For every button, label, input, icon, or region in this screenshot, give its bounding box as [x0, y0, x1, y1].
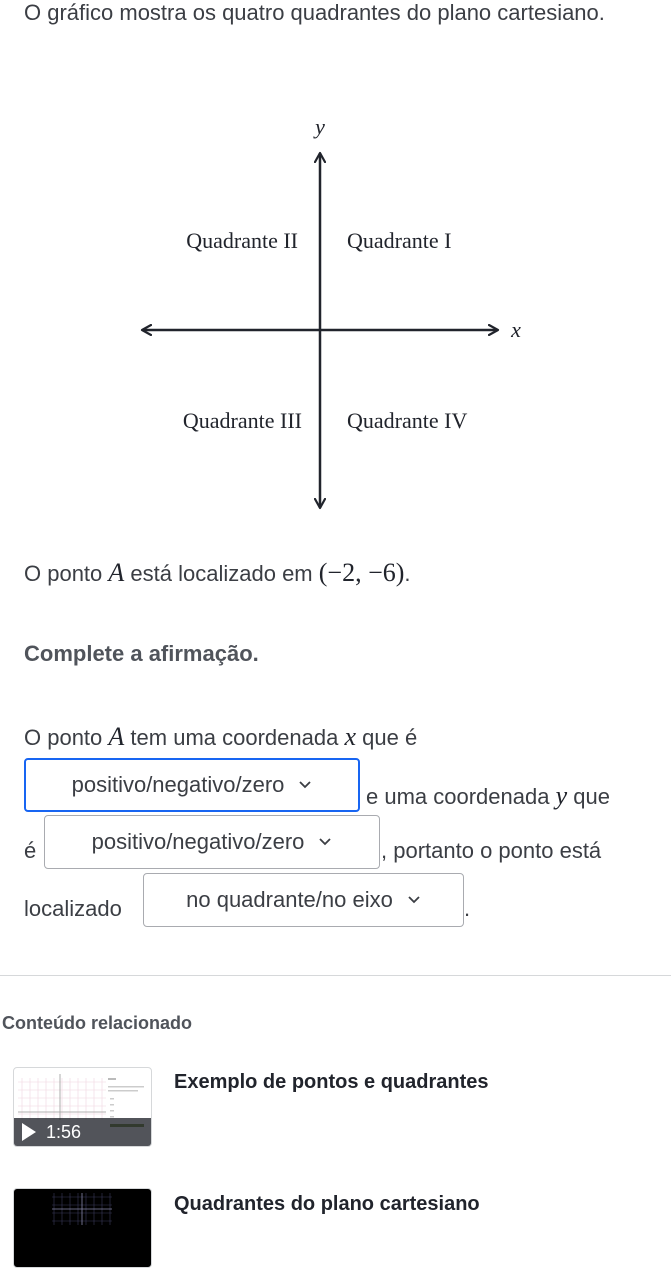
intro-text: O gráfico mostra os quatro quadrantes do plano cartesiano. — [24, 0, 605, 25]
statement-line-3-end: , portanto o ponto está — [381, 838, 602, 863]
statement-line-2: e uma coordenada y que — [366, 781, 610, 810]
quadrant-1-label: Quadrante I — [347, 228, 452, 253]
video-duration-badge: 1:56 — [14, 1118, 151, 1146]
quadrant-3-label: Quadrante III — [182, 408, 302, 433]
divider — [0, 975, 671, 976]
quadrant-graph — [0, 100, 671, 520]
chevron-down-icon — [407, 893, 421, 907]
thumbnail-graph-image — [14, 1189, 151, 1267]
play-icon — [22, 1123, 36, 1141]
video-title-1[interactable]: Exemplo de pontos e quadrantes — [174, 1071, 489, 1093]
video-thumbnail-1[interactable] — [13, 1067, 152, 1147]
point-name: A — [108, 558, 125, 587]
statement-line-4-end: . — [464, 896, 471, 921]
y-sign-dropdown[interactable]: positivo/negativo/zero — [44, 815, 380, 869]
location-dropdown[interactable]: no quadrante/no eixo — [143, 873, 464, 927]
video-title-2[interactable]: Quadrantes do plano cartesiano — [174, 1193, 480, 1215]
x-axis-label: x — [511, 317, 521, 342]
point-location-text: O ponto A está localizado em (−2, −6). — [24, 558, 411, 587]
statement-line-3-start: é — [24, 838, 37, 863]
point-coordinates: (−2, −6) — [318, 558, 405, 587]
chevron-down-icon — [298, 778, 312, 792]
related-content-heading: Conteúdo relacionado — [2, 1013, 193, 1033]
y-axis-label: y — [315, 114, 325, 139]
quadrant-4-label: Quadrante IV — [347, 408, 468, 433]
chevron-down-icon — [318, 835, 332, 849]
statement-line-4-start: localizado — [24, 896, 122, 921]
quadrant-2-label: Quadrante II — [186, 228, 298, 253]
statement-line-1: O ponto A tem uma coordenada x que é — [24, 722, 418, 751]
x-sign-dropdown[interactable]: positivo/negativo/zero — [24, 758, 360, 812]
instruction-heading: Complete a afirmação. — [24, 641, 259, 666]
video-thumbnail-2[interactable] — [13, 1188, 152, 1268]
